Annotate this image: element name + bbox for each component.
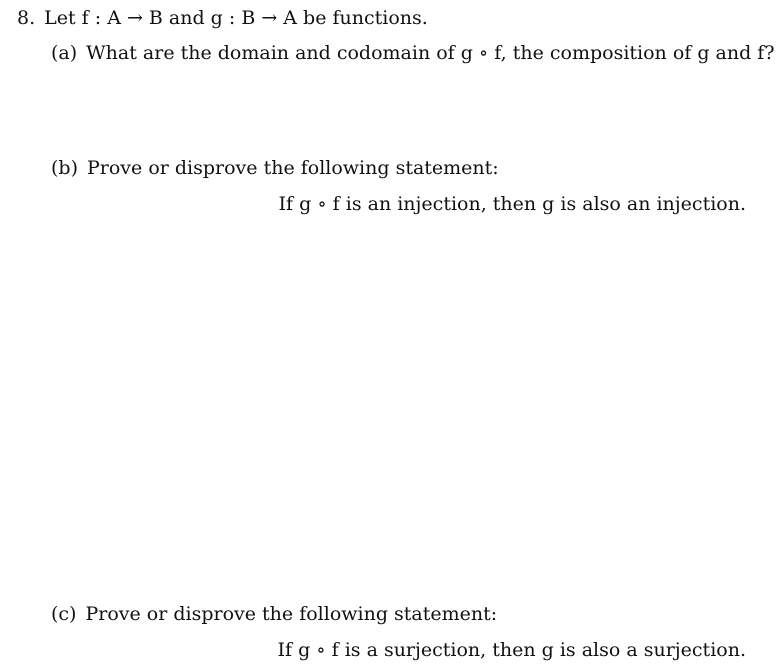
- part-c-text: Prove or disprove the following statement:: [85, 603, 498, 625]
- part-b: [51, 156, 499, 180]
- part-c-statement: If g ∘ f is a surjection, then g is also a surjection.: [277, 639, 746, 661]
- question-8-intro: [17, 6, 428, 30]
- part-a-text: What are the domain and codomain of g ∘ f, the composition of g and f?: [86, 42, 775, 64]
- question-intro-text: Let f : A → B and g : B → A be functions.: [44, 7, 428, 29]
- question-number: 8.: [17, 7, 36, 29]
- part-b-text: Prove or disprove the following statement:: [87, 157, 499, 179]
- part-b-label: (b): [51, 157, 78, 179]
- part-a-label: (a): [51, 42, 78, 64]
- part-c: [51, 602, 497, 626]
- part-c-label: (c): [51, 603, 77, 625]
- part-a: [51, 41, 775, 65]
- part-b-statement: If g ∘ f is an injection, then g is also an injection.: [278, 193, 746, 215]
